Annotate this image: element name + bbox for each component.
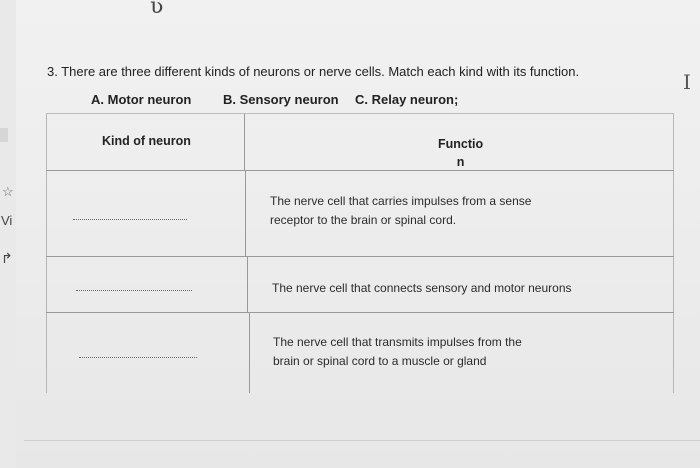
header-function-line2: n (456, 155, 465, 169)
row-divider (46, 170, 674, 171)
function-description (273, 333, 522, 371)
answer-blank[interactable] (79, 357, 197, 358)
top-glyph: ʋ (150, 0, 164, 19)
table-border-right (673, 113, 674, 393)
answer-blank[interactable] (73, 219, 187, 220)
row-divider (46, 256, 674, 257)
option-relay: C. Relay neuron; (355, 92, 459, 107)
answer-blank[interactable] (76, 290, 192, 291)
left-strip-mark (0, 128, 8, 142)
arrow-icon[interactable]: ↱ (1, 250, 13, 266)
column-divider (247, 257, 248, 313)
column-divider (244, 113, 245, 171)
header-kind: Kind of neuron (102, 134, 191, 148)
left-strip-label: Vi (1, 213, 13, 228)
question-text: 3. There are three different kinds of neurons or nerve cells. Match each kind with its function. (47, 64, 580, 79)
function-line: receptor to the brain or spinal cord. (270, 213, 457, 227)
column-divider (245, 171, 246, 257)
text-cursor-icon: I (683, 70, 691, 94)
option-sensory: B. Sensory neuron (223, 92, 339, 107)
function-line: The nerve cell that connects sensory and motor neurons (272, 281, 572, 295)
function-description (272, 279, 572, 298)
function-line: The nerve cell that transmits impulses from the (273, 335, 522, 349)
function-line: brain or spinal cord to a muscle or gland (273, 354, 487, 368)
table-border-top (46, 113, 674, 114)
matching-table (46, 113, 674, 393)
row-divider (46, 312, 674, 313)
column-divider (249, 313, 250, 393)
header-function (438, 137, 483, 169)
function-description (270, 192, 531, 230)
star-icon[interactable]: ☆ (2, 184, 14, 199)
function-line: The nerve cell that carries impulses from a sense (270, 194, 532, 208)
table-border-left (46, 113, 47, 393)
header-function-line1: Functio (438, 137, 484, 151)
left-side-strip (0, 0, 16, 468)
option-motor: A. Motor neuron (91, 92, 192, 107)
page-divider (24, 440, 700, 441)
